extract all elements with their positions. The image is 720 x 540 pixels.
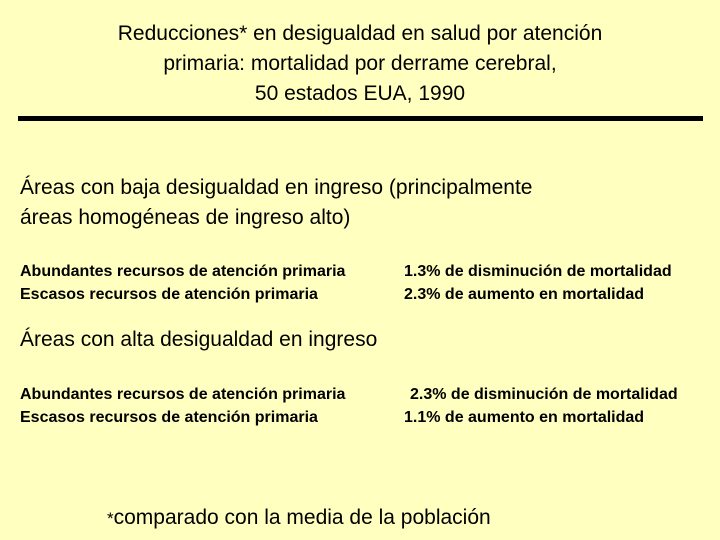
- section-low-row-2-value: 2.3% de aumento en mortalidad: [404, 286, 645, 303]
- slide-title: [0, 19, 720, 109]
- section-low-row-1-value: 1.3% de disminución de mortalidad: [404, 263, 672, 280]
- footnote-text: comparado con la media de la población: [113, 506, 491, 529]
- section-low-row-1-label: Abundantes recursos de atención primaria: [20, 263, 346, 280]
- section-high-row-2-label: Escasos recursos de atención primaria: [20, 409, 318, 426]
- section-high-row-2-value: 1.1% de aumento en mortalidad: [404, 409, 645, 426]
- section-high-inequality-heading: Áreas con alta desigualdad en ingreso: [20, 328, 378, 351]
- title-line-1: Reducciones* en desigualdad en salud por atención: [117, 22, 603, 45]
- footnote: [107, 504, 491, 533]
- section-low-heading-line-2: áreas homogéneas de ingreso alto): [20, 206, 351, 229]
- section-high-row-1-label: Abundantes recursos de atención primaria: [20, 386, 346, 403]
- section-low-row-2-label: Escasos recursos de atención primaria: [20, 286, 318, 303]
- title-line-3: 50 estados EUA, 1990: [254, 82, 466, 105]
- section-high-row-1-value: 2.3% de disminución de mortalidad: [410, 386, 678, 403]
- title-divider: [18, 116, 703, 121]
- section-low-heading-line-1: Áreas con baja desigualdad en ingreso (principalmente: [20, 176, 533, 199]
- footnote-marker: *: [107, 509, 114, 528]
- section-low-inequality-heading: [20, 173, 533, 233]
- title-line-2: primaria: mortalidad por derrame cerebral,: [163, 52, 557, 75]
